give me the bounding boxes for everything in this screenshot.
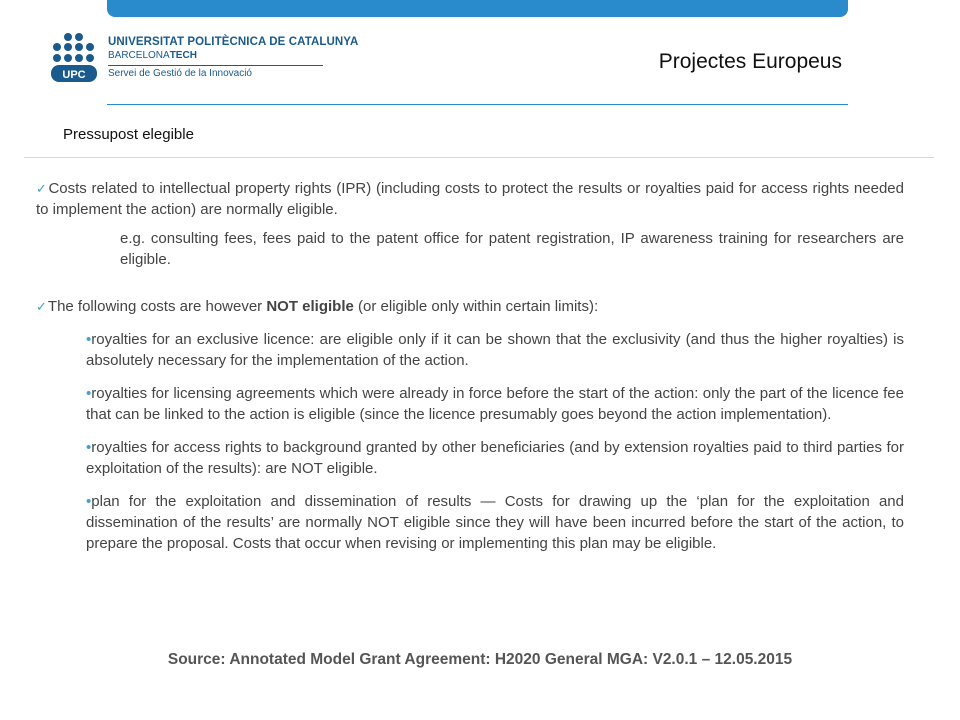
list-item-text: royalties for access rights to background granted by other beneficiaries (and by extension royalties paid to third parties for exploitation of the results): are NOT eligible. [86, 439, 904, 477]
list-item [86, 329, 904, 371]
bullet-icon: • [86, 439, 92, 456]
section-divider [24, 157, 934, 158]
example-paragraph: e.g. consulting fees, fees paid to the patent office for patent registration, IP awareness training for researchers are eligible. [120, 230, 904, 268]
checkmark-icon: ✓ [36, 299, 47, 314]
upc-logo [48, 32, 359, 84]
slide-content [36, 178, 904, 554]
list-item [86, 437, 904, 479]
list-item [86, 383, 904, 425]
university-name: UNIVERSITAT POLITÈCNICA DE CATALUNYA [108, 36, 359, 48]
barcelona-text: BARCELONA [108, 50, 170, 61]
bullet-icon: • [86, 493, 92, 510]
list-item-text: royalties for an exclusive licence: are eligible only if it can be shown that the exclusivity (and thus the higher royalties) is absolutely necessary for the implementation of the action. [86, 331, 904, 369]
list-item-text: royalties for licensing agreements which were already in force before the start of the action: only the part of the licence fee that can be linked to the action is eligible (since the licence presumably goes beyond the action implementation). [86, 385, 904, 423]
checkmark-icon: ✓ [36, 181, 48, 196]
header-divider [107, 104, 848, 105]
ipr-paragraph [36, 178, 904, 220]
barcelonatech [108, 50, 197, 61]
ipr-text: Costs related to intellectual property rights (IPR) (including costs to protect the results or royalties paid for access rights needed to implement the action) are normally eligible. [36, 180, 904, 218]
top-banner-bar [107, 0, 848, 17]
service-name: Servei de Gestió de la Innovació [108, 68, 252, 79]
source-citation: Source: Annotated Model Grant Agreement: H2020 General MGA: V2.0.1 – 12.05.2015 [167, 651, 793, 668]
not-eligible-text-b: (or eligible only within certain limits): [353, 298, 599, 315]
bullet-icon: • [86, 385, 92, 402]
list-item [86, 491, 904, 554]
list-item-text: plan for the exploitation and dissemination of results — Costs for drawing up the ‘plan for the exploitation and dissemination of the results’ are normally NOT eligible since they will have been incurred before the start of the action, to prepare the proposal. Costs that occur when revising or implementing this plan may be eligible. [86, 493, 904, 552]
upc-logo-mark-icon [48, 32, 100, 84]
logo-mark-text: UPC [62, 69, 86, 81]
section-title: Pressupost elegible [63, 126, 194, 143]
not-eligible-text-a: The following costs are however [47, 298, 267, 315]
not-eligible-bold: NOT eligible [266, 298, 354, 315]
logo-divider [108, 65, 323, 66]
not-eligible-paragraph [36, 296, 904, 317]
bullet-icon: • [86, 331, 92, 348]
page-title: Projectes Europeus [658, 50, 842, 73]
tech-text: TECH [169, 50, 197, 61]
